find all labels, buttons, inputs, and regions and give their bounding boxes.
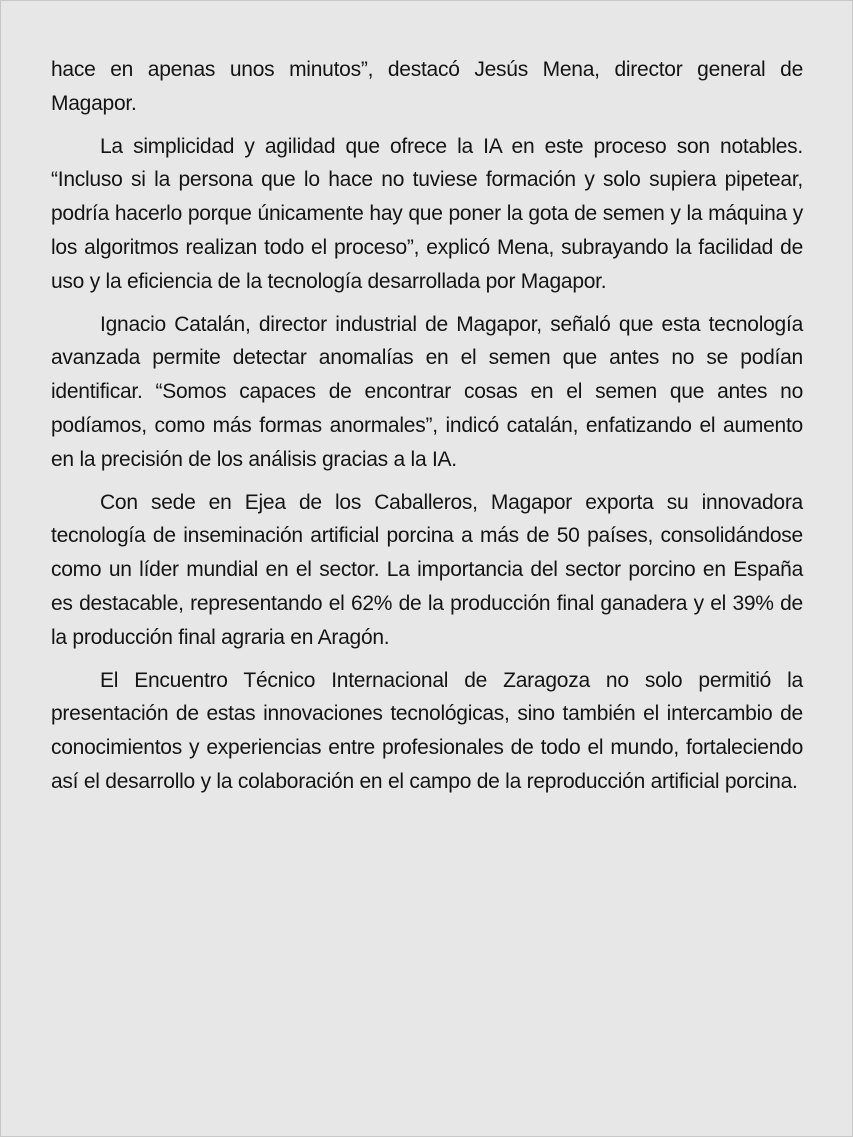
document-body: [51, 53, 803, 808]
paragraph-ejea-de-los-caballeros: Con sede en Ejea de los Caballeros, Magapor exporta su innovadora tecnología de inseminación artificial porcina a más de 50 países, consolidándose como un líder mundial en el sector. La importancia del sector porcino en España es destacable, representando el 62% de la producción final ganadera y el 39% de la producción final agraria en Aragón.: [51, 490, 803, 649]
paragraph-continuation: hace en apenas unos minutos”, destacó Jesús Mena, director general de Magapor.: [51, 58, 803, 115]
paragraph-encuentro-tecnico: El Encuentro Técnico Internacional de Zaragoza no solo permitió la presentación de estas innovaciones tecnológicas, sino también el intercambio de conocimientos y experiencias entre profesionales de todo el mundo, fortaleciendo así el desarrollo y la colaboración en el campo de la reproducción artificial porcina.: [51, 668, 803, 793]
paragraph-ia-simplicity: La simplicidad y agilidad que ofrece la IA en este proceso son notables. “Incluso si la persona que lo hace no tuviese formación y solo supiera pipetear, podría hacerlo porque únicamente hay que poner la gota de semen y la máquina y los algoritmos realizan todo el proceso”, explicó Mena, subrayando la facilidad de uso y la eficiencia de la tecnología desarrollada por Magapor.: [51, 134, 803, 293]
paragraph-ignacio-catalan: Ignacio Catalán, director industrial de Magapor, señaló que esta tecnología avanzada permite detectar anomalías en el semen que antes no se podían identificar. “Somos capaces de encontrar cosas en el semen que antes no podíamos, como más formas anormales”, indicó catalán, enfatizando el aumento en la precisión de los análisis gracias a la IA.: [51, 312, 803, 471]
